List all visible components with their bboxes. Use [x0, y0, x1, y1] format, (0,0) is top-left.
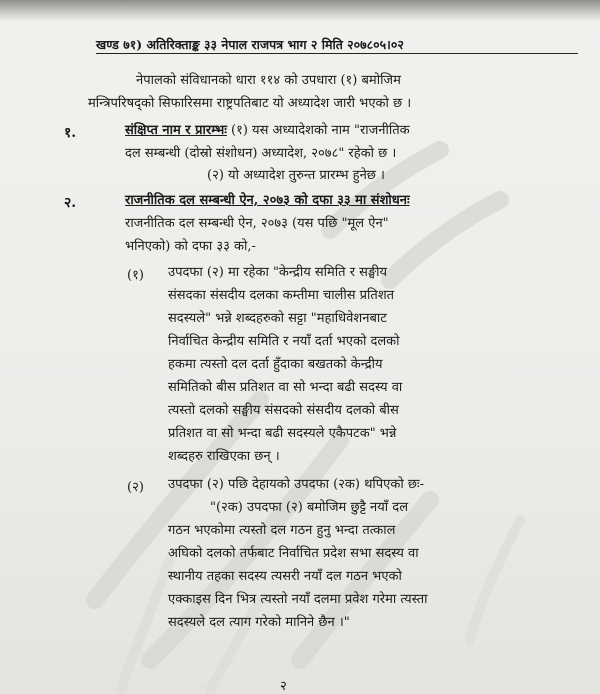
clause-1-line: शब्दहरु राखिएका छन् ।: [168, 449, 280, 464]
section-2-number: २.: [64, 195, 77, 211]
clause-1-line: निर्वाचित केन्द्रीय समिति र नयाँ दर्ता भएको दलको: [168, 334, 400, 349]
clause-1-line: प्रतिशत वा सो भन्दा बढी सदस्यले एकैपटक" भन्ने: [168, 426, 397, 441]
clause-1-line: उपदफा (२) मा रहेका "केन्द्रीय समिति र सङ्घीय: [168, 265, 388, 280]
section-1-heading: संक्षिप्त नाम र प्रारम्भः: [125, 123, 227, 138]
section-2-intro-2: भनिएको) को दफा ३३ को,-: [125, 239, 256, 254]
page-number: २: [280, 679, 287, 694]
preamble-line-2: मन्त्रिपरिषद्को सिफारिसमा राष्ट्रपतिबाट यो अध्यादेश जारी भएको छ ।: [88, 96, 412, 111]
preamble-line-1: नेपालको संविधानको धारा ११४ को उपधारा (१) बमोजिम: [136, 73, 401, 88]
clause-2-line: अघिको दलको तर्फबाट निर्वाचित प्रदेश सभा सदस्य वा: [168, 546, 419, 561]
gazette-header: खण्ड ७१) अतिरिक्ताङ्क ३३ नेपाल राजपत्र भाग २ मिति २०७८०५।०२: [96, 37, 404, 52]
clause-2-line: गठन भएकोमा त्यस्तो दल गठन हुनु भन्दा तत्काल: [168, 523, 396, 538]
section-1-line-3: (२) यो अध्यादेश तुरुन्त प्रारम्भ हुनेछ ।: [207, 168, 385, 183]
section-1-number: १.: [64, 125, 77, 141]
clause-1-number: (१): [127, 268, 144, 283]
section-2-intro-1: राजनीतिक दल सम्बन्धी ऐन, २०७३ (यस पछि "मूल ऐन": [125, 216, 389, 231]
clause-1-line: संसदका संसदीय दलका कम्तीमा चालीस प्रतिशत: [168, 288, 395, 303]
clause-2-line: "(२क) उपदफा (२) बमोजिम छुट्टै नयाँ दल: [210, 500, 409, 515]
clause-2-number: (२): [127, 480, 144, 495]
section-1-line-1-rest: (१) यस अध्यादेशको नाम "राजनीतिक: [226, 123, 410, 138]
clause-2-line: उपदफा (२) पछि देहायको उपदफा (२क) थपिएको छः-: [168, 477, 424, 492]
section-1-line-2: दल सम्बन्धी (दोस्रो संशोधन) अध्यादेश, २०७८" रहेको छ ।: [125, 146, 397, 161]
clause-2-line: सदस्यले दल त्याग गरेको मानिने छैन ।": [168, 615, 350, 630]
header-rule: [96, 53, 578, 54]
clause-2-line: एक्काइस दिन भित्र त्यस्तो नयाँ दलमा प्रवेश गरेमा त्यस्ता: [168, 592, 428, 607]
section-2-heading: राजनीतिक दल सम्बन्धी ऐन, २०७३ को दफा ३३ मा संशोधनः: [125, 193, 410, 208]
page-edge-shadow: [0, 0, 600, 22]
clause-1-line: त्यस्तो दलको सङ्घीय संसदको संसदीय दलको बीस: [168, 403, 399, 418]
clause-1-line: हकमा त्यस्तो दल दर्ता हुँदाका बखतको केन्द्रीय: [168, 357, 383, 372]
section-1-line-1: [125, 123, 410, 139]
clause-1-line: समितिको बीस प्रतिशत वा सो भन्दा बढी सदस्य वा: [168, 380, 403, 395]
clause-2-line: स्थानीय तहका सदस्य त्यसरी नयाँ दल गठन भएको: [168, 569, 402, 584]
clause-1-line: सदस्यले" भन्ने शब्दहरुको सट्टा "महाधिवेशनबाट: [168, 311, 387, 326]
